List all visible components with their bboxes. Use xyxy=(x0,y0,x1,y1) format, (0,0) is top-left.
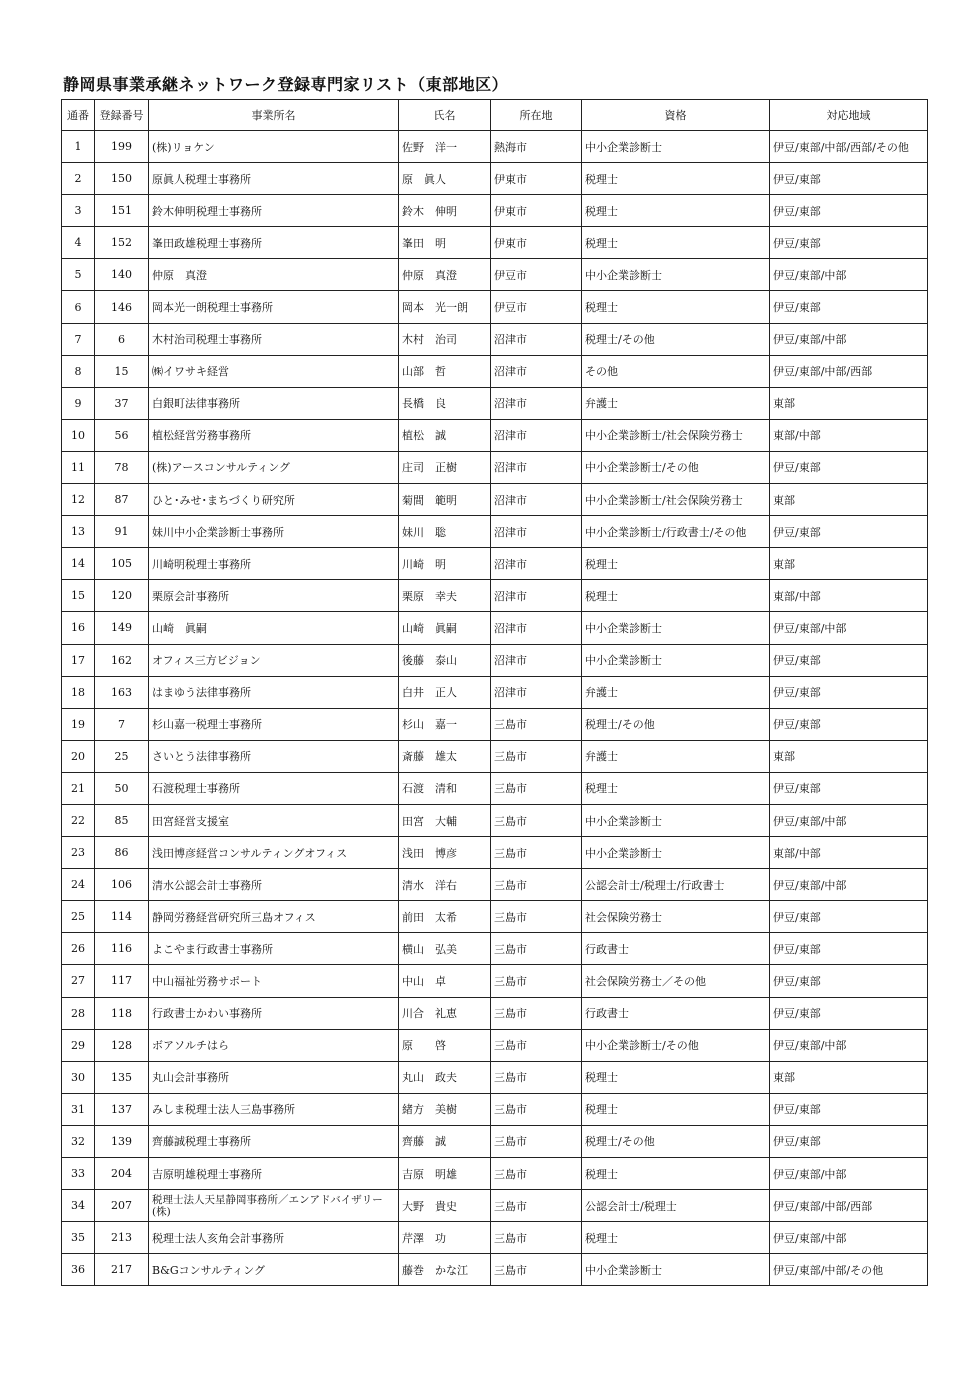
registration-number-cell: 149 xyxy=(95,612,149,644)
region-cell: 東部/中部 xyxy=(770,837,928,869)
registration-number-cell: 105 xyxy=(95,548,149,580)
location-cell: 三島市 xyxy=(491,1254,582,1286)
serial-cell: 2 xyxy=(62,163,95,195)
qualification-cell: 税理士/その他 xyxy=(582,323,770,355)
location-cell: 沼津市 xyxy=(491,323,582,355)
header-serial: 通番 xyxy=(62,100,95,131)
office-name-cell: 中山福祉労務サポート xyxy=(149,965,399,997)
table-row xyxy=(62,1061,928,1093)
header-registration-number: 登録番号 xyxy=(95,100,149,131)
office-name-cell: 峯田政雄税理士事務所 xyxy=(149,227,399,259)
serial-cell: 1 xyxy=(62,131,95,163)
serial-cell: 19 xyxy=(62,708,95,740)
table-row xyxy=(62,227,928,259)
table-row xyxy=(62,1190,928,1222)
qualification-cell: 税理士 xyxy=(582,1222,770,1254)
serial-cell: 5 xyxy=(62,259,95,291)
serial-cell: 31 xyxy=(62,1093,95,1125)
serial-cell: 33 xyxy=(62,1158,95,1190)
office-name-cell: 山崎 眞嗣 xyxy=(149,612,399,644)
location-cell: 沼津市 xyxy=(491,419,582,451)
region-cell: 伊豆/東部 xyxy=(770,227,928,259)
registration-number-cell: 163 xyxy=(95,676,149,708)
table-row xyxy=(62,901,928,933)
location-cell: 三島市 xyxy=(491,997,582,1029)
location-cell: 三島市 xyxy=(491,1125,582,1157)
qualification-cell: 社会保険労務士／その他 xyxy=(582,965,770,997)
table-row xyxy=(62,965,928,997)
header-qualification: 資格 xyxy=(582,100,770,131)
serial-cell: 8 xyxy=(62,355,95,387)
location-cell: 三島市 xyxy=(491,740,582,772)
table-row xyxy=(62,1029,928,1061)
region-cell: 伊豆/東部 xyxy=(770,1125,928,1157)
serial-cell: 21 xyxy=(62,772,95,804)
office-name-cell: 税理士法人天星静岡事務所／エンアドバイザリー(株) xyxy=(149,1190,399,1222)
location-cell: 三島市 xyxy=(491,1061,582,1093)
qualification-cell: 税理士 xyxy=(582,1093,770,1125)
page-title: 静岡県事業承継ネットワーク登録専門家リスト（東部地区） xyxy=(63,75,509,94)
office-name-cell: みしま税理士法人三島事務所 xyxy=(149,1093,399,1125)
location-cell: 沼津市 xyxy=(491,676,582,708)
region-cell: 伊豆/東部 xyxy=(770,676,928,708)
location-cell: 沼津市 xyxy=(491,548,582,580)
region-cell: 東部 xyxy=(770,548,928,580)
location-cell: 沼津市 xyxy=(491,451,582,483)
qualification-cell: 中小企業診断士 xyxy=(582,644,770,676)
region-cell: 東部/中部 xyxy=(770,419,928,451)
registration-number-cell: 25 xyxy=(95,740,149,772)
location-cell: 三島市 xyxy=(491,1222,582,1254)
registration-number-cell: 139 xyxy=(95,1125,149,1157)
office-name-cell: ㈱イワサキ経営 xyxy=(149,355,399,387)
office-name-cell: 静岡労務経営研究所三島オフィス xyxy=(149,901,399,933)
name-cell: 原 眞人 xyxy=(399,163,491,195)
registration-number-cell: 106 xyxy=(95,869,149,901)
region-cell: 伊豆/東部 xyxy=(770,772,928,804)
expert-list-table xyxy=(61,99,928,1286)
serial-cell: 23 xyxy=(62,837,95,869)
table-row xyxy=(62,1093,928,1125)
location-cell: 伊東市 xyxy=(491,195,582,227)
qualification-cell: その他 xyxy=(582,355,770,387)
qualification-cell: 税理士 xyxy=(582,548,770,580)
name-cell: 藤巻 かな江 xyxy=(399,1254,491,1286)
name-cell: 鈴木 伸明 xyxy=(399,195,491,227)
qualification-cell: 税理士 xyxy=(582,195,770,227)
header-region: 対応地域 xyxy=(770,100,928,131)
qualification-cell: 税理士/その他 xyxy=(582,1125,770,1157)
region-cell: 伊豆/東部 xyxy=(770,933,928,965)
office-name-cell: 栗原会計事務所 xyxy=(149,580,399,612)
serial-cell: 12 xyxy=(62,484,95,516)
name-cell: 白井 正人 xyxy=(399,676,491,708)
registration-number-cell: 50 xyxy=(95,772,149,804)
table-row xyxy=(62,1158,928,1190)
table-row xyxy=(62,804,928,836)
registration-number-cell: 151 xyxy=(95,195,149,227)
region-cell: 伊豆/東部/中部 xyxy=(770,1029,928,1061)
table-row xyxy=(62,131,928,163)
serial-cell: 22 xyxy=(62,804,95,836)
name-cell: 妹川 聡 xyxy=(399,516,491,548)
location-cell: 三島市 xyxy=(491,1158,582,1190)
table-row xyxy=(62,195,928,227)
table-row xyxy=(62,580,928,612)
region-cell: 伊豆/東部 xyxy=(770,195,928,227)
name-cell: 山部 哲 xyxy=(399,355,491,387)
table-row xyxy=(62,676,928,708)
registration-number-cell: 56 xyxy=(95,419,149,451)
region-cell: 伊豆/東部/中部 xyxy=(770,1222,928,1254)
registration-number-cell: 140 xyxy=(95,259,149,291)
location-cell: 三島市 xyxy=(491,804,582,836)
location-cell: 三島市 xyxy=(491,869,582,901)
name-cell: 田宮 大輔 xyxy=(399,804,491,836)
qualification-cell: 社会保険労務士 xyxy=(582,901,770,933)
serial-cell: 27 xyxy=(62,965,95,997)
location-cell: 沼津市 xyxy=(491,387,582,419)
qualification-cell: 行政書士 xyxy=(582,933,770,965)
region-cell: 伊豆/東部 xyxy=(770,291,928,323)
registration-number-cell: 114 xyxy=(95,901,149,933)
name-cell: 木村 治司 xyxy=(399,323,491,355)
serial-cell: 6 xyxy=(62,291,95,323)
location-cell: 三島市 xyxy=(491,1190,582,1222)
office-name-cell: 仲原 真澄 xyxy=(149,259,399,291)
registration-number-cell: 213 xyxy=(95,1222,149,1254)
table-row xyxy=(62,451,928,483)
serial-cell: 32 xyxy=(62,1125,95,1157)
qualification-cell: 税理士 xyxy=(582,580,770,612)
registration-number-cell: 204 xyxy=(95,1158,149,1190)
location-cell: 沼津市 xyxy=(491,516,582,548)
table-row xyxy=(62,387,928,419)
office-name-cell: 岡本光一朗税理士事務所 xyxy=(149,291,399,323)
office-name-cell: 川崎明税理士事務所 xyxy=(149,548,399,580)
name-cell: 斎藤 雄太 xyxy=(399,740,491,772)
table-row xyxy=(62,933,928,965)
location-cell: 三島市 xyxy=(491,1029,582,1061)
table-row xyxy=(62,1254,928,1286)
table-row xyxy=(62,163,928,195)
serial-cell: 25 xyxy=(62,901,95,933)
registration-number-cell: 91 xyxy=(95,516,149,548)
name-cell: 後藤 泰山 xyxy=(399,644,491,676)
location-cell: 伊豆市 xyxy=(491,259,582,291)
table-row xyxy=(62,355,928,387)
serial-cell: 29 xyxy=(62,1029,95,1061)
registration-number-cell: 128 xyxy=(95,1029,149,1061)
registration-number-cell: 87 xyxy=(95,484,149,516)
serial-cell: 24 xyxy=(62,869,95,901)
name-cell: 吉原 明雄 xyxy=(399,1158,491,1190)
qualification-cell: 中小企業診断士 xyxy=(582,612,770,644)
registration-number-cell: 199 xyxy=(95,131,149,163)
table-row xyxy=(62,612,928,644)
location-cell: 三島市 xyxy=(491,933,582,965)
registration-number-cell: 85 xyxy=(95,804,149,836)
location-cell: 三島市 xyxy=(491,901,582,933)
qualification-cell: 中小企業診断士 xyxy=(582,1254,770,1286)
name-cell: 植松 誠 xyxy=(399,419,491,451)
serial-cell: 34 xyxy=(62,1190,95,1222)
registration-number-cell: 37 xyxy=(95,387,149,419)
region-cell: 伊豆/東部 xyxy=(770,516,928,548)
region-cell: 東部 xyxy=(770,387,928,419)
location-cell: 沼津市 xyxy=(491,644,582,676)
registration-number-cell: 137 xyxy=(95,1093,149,1125)
office-name-cell: 浅田博彦経営コンサルティングオフィス xyxy=(149,837,399,869)
header-name: 氏名 xyxy=(399,100,491,131)
office-name-cell: 丸山会計事務所 xyxy=(149,1061,399,1093)
name-cell: 峯田 明 xyxy=(399,227,491,259)
name-cell: 仲原 真澄 xyxy=(399,259,491,291)
serial-cell: 36 xyxy=(62,1254,95,1286)
registration-number-cell: 217 xyxy=(95,1254,149,1286)
registration-number-cell: 6 xyxy=(95,323,149,355)
region-cell: 伊豆/東部/中部 xyxy=(770,259,928,291)
registration-number-cell: 135 xyxy=(95,1061,149,1093)
location-cell: 三島市 xyxy=(491,772,582,804)
region-cell: 伊豆/東部 xyxy=(770,708,928,740)
table-row xyxy=(62,772,928,804)
name-cell: 齊藤 誠 xyxy=(399,1125,491,1157)
qualification-cell: 行政書士 xyxy=(582,997,770,1029)
serial-cell: 20 xyxy=(62,740,95,772)
location-cell: 三島市 xyxy=(491,965,582,997)
region-cell: 東部 xyxy=(770,484,928,516)
location-cell: 三島市 xyxy=(491,1093,582,1125)
qualification-cell: 中小企業診断士/その他 xyxy=(582,451,770,483)
table-row xyxy=(62,323,928,355)
registration-number-cell: 152 xyxy=(95,227,149,259)
name-cell: 石渡 清和 xyxy=(399,772,491,804)
region-cell: 伊豆/東部/中部 xyxy=(770,869,928,901)
registration-number-cell: 118 xyxy=(95,997,149,1029)
name-cell: 丸山 政夫 xyxy=(399,1061,491,1093)
serial-cell: 18 xyxy=(62,676,95,708)
name-cell: 栗原 幸夫 xyxy=(399,580,491,612)
serial-cell: 3 xyxy=(62,195,95,227)
qualification-cell: 弁護士 xyxy=(582,387,770,419)
location-cell: 沼津市 xyxy=(491,580,582,612)
table-row xyxy=(62,291,928,323)
name-cell: 川合 礼恵 xyxy=(399,997,491,1029)
office-name-cell: 行政書士かわい事務所 xyxy=(149,997,399,1029)
office-name-cell: ひと･みせ･まちづくり研究所 xyxy=(149,484,399,516)
qualification-cell: 税理士 xyxy=(582,163,770,195)
office-name-cell: さいとう法律事務所 xyxy=(149,740,399,772)
office-name-cell: 清水公認会計士事務所 xyxy=(149,869,399,901)
region-cell: 伊豆/東部 xyxy=(770,965,928,997)
serial-cell: 13 xyxy=(62,516,95,548)
office-name-cell: 税理士法人亥角会計事務所 xyxy=(149,1222,399,1254)
registration-number-cell: 86 xyxy=(95,837,149,869)
location-cell: 伊豆市 xyxy=(491,291,582,323)
qualification-cell: 中小企業診断士 xyxy=(582,259,770,291)
name-cell: 川崎 明 xyxy=(399,548,491,580)
name-cell: 佐野 洋一 xyxy=(399,131,491,163)
office-name-cell: 鈴木伸明税理士事務所 xyxy=(149,195,399,227)
office-name-cell: はまゆう法律事務所 xyxy=(149,676,399,708)
registration-number-cell: 120 xyxy=(95,580,149,612)
region-cell: 伊豆/東部/中部 xyxy=(770,804,928,836)
location-cell: 三島市 xyxy=(491,837,582,869)
qualification-cell: 中小企業診断士/社会保険労務士 xyxy=(582,419,770,451)
header-office-name: 事業所名 xyxy=(149,100,399,131)
table-row xyxy=(62,740,928,772)
office-name-cell: 吉原明雄税理士事務所 xyxy=(149,1158,399,1190)
name-cell: 山崎 眞嗣 xyxy=(399,612,491,644)
office-name-cell: 妹川中小企業診断士事務所 xyxy=(149,516,399,548)
region-cell: 東部 xyxy=(770,1061,928,1093)
office-name-cell: 石渡税理士事務所 xyxy=(149,772,399,804)
name-cell: 横山 弘美 xyxy=(399,933,491,965)
table-row xyxy=(62,484,928,516)
name-cell: 原 啓 xyxy=(399,1029,491,1061)
region-cell: 伊豆/東部/中部 xyxy=(770,1158,928,1190)
region-cell: 伊豆/東部/中部/西部 xyxy=(770,355,928,387)
office-name-cell: よこやま行政書士事務所 xyxy=(149,933,399,965)
qualification-cell: 中小企業診断士/行政書士/その他 xyxy=(582,516,770,548)
qualification-cell: 税理士/その他 xyxy=(582,708,770,740)
table-row xyxy=(62,869,928,901)
registration-number-cell: 78 xyxy=(95,451,149,483)
header-location: 所在地 xyxy=(491,100,582,131)
registration-number-cell: 7 xyxy=(95,708,149,740)
serial-cell: 10 xyxy=(62,419,95,451)
serial-cell: 14 xyxy=(62,548,95,580)
region-cell: 伊豆/東部/中部 xyxy=(770,323,928,355)
registration-number-cell: 207 xyxy=(95,1190,149,1222)
qualification-cell: 中小企業診断士 xyxy=(582,131,770,163)
name-cell: 前田 太希 xyxy=(399,901,491,933)
serial-cell: 17 xyxy=(62,644,95,676)
region-cell: 東部/中部 xyxy=(770,580,928,612)
location-cell: 伊東市 xyxy=(491,163,582,195)
name-cell: 芹澤 功 xyxy=(399,1222,491,1254)
qualification-cell: 中小企業診断士 xyxy=(582,804,770,836)
qualification-cell: 公認会計士/税理士 xyxy=(582,1190,770,1222)
location-cell: 熱海市 xyxy=(491,131,582,163)
table-body xyxy=(62,131,928,1286)
table-row xyxy=(62,644,928,676)
name-cell: 中山 卓 xyxy=(399,965,491,997)
region-cell: 伊豆/東部 xyxy=(770,451,928,483)
office-name-cell: 田宮経営支援室 xyxy=(149,804,399,836)
table-row xyxy=(62,1222,928,1254)
name-cell: 清水 洋右 xyxy=(399,869,491,901)
serial-cell: 16 xyxy=(62,612,95,644)
location-cell: 三島市 xyxy=(491,708,582,740)
location-cell: 沼津市 xyxy=(491,355,582,387)
location-cell: 伊東市 xyxy=(491,227,582,259)
name-cell: 庄司 正樹 xyxy=(399,451,491,483)
table-row xyxy=(62,259,928,291)
region-cell: 東部 xyxy=(770,740,928,772)
qualification-cell: 税理士 xyxy=(582,1158,770,1190)
name-cell: 長橋 良 xyxy=(399,387,491,419)
serial-cell: 30 xyxy=(62,1061,95,1093)
name-cell: 浅田 博彦 xyxy=(399,837,491,869)
office-name-cell: オフィス三方ビジョン xyxy=(149,644,399,676)
region-cell: 伊豆/東部/中部/西部/その他 xyxy=(770,131,928,163)
office-name-cell: 白銀町法律事務所 xyxy=(149,387,399,419)
serial-cell: 28 xyxy=(62,997,95,1029)
region-cell: 伊豆/東部 xyxy=(770,1093,928,1125)
registration-number-cell: 162 xyxy=(95,644,149,676)
office-name-cell: 原眞人税理士事務所 xyxy=(149,163,399,195)
qualification-cell: 税理士 xyxy=(582,227,770,259)
serial-cell: 4 xyxy=(62,227,95,259)
location-cell: 沼津市 xyxy=(491,612,582,644)
registration-number-cell: 146 xyxy=(95,291,149,323)
serial-cell: 9 xyxy=(62,387,95,419)
office-name-cell: 杉山嘉一税理士事務所 xyxy=(149,708,399,740)
office-name-cell: B&Gコンサルティング xyxy=(149,1254,399,1286)
office-name-cell: 齊藤誠税理士事務所 xyxy=(149,1125,399,1157)
office-name-cell: (株)リョケン xyxy=(149,131,399,163)
region-cell: 伊豆/東部 xyxy=(770,997,928,1029)
table-header-row xyxy=(62,100,928,131)
qualification-cell: 中小企業診断士/社会保険労務士 xyxy=(582,484,770,516)
region-cell: 伊豆/東部/中部/その他 xyxy=(770,1254,928,1286)
serial-cell: 26 xyxy=(62,933,95,965)
office-name-cell: 木村治司税理士事務所 xyxy=(149,323,399,355)
name-cell: 菊間 範明 xyxy=(399,484,491,516)
qualification-cell: 中小企業診断士/その他 xyxy=(582,1029,770,1061)
qualification-cell: 公認会計士/税理士/行政書士 xyxy=(582,869,770,901)
qualification-cell: 弁護士 xyxy=(582,676,770,708)
region-cell: 伊豆/東部/中部/西部 xyxy=(770,1190,928,1222)
registration-number-cell: 116 xyxy=(95,933,149,965)
table-row xyxy=(62,708,928,740)
office-name-cell: (株)アースコンサルティング xyxy=(149,451,399,483)
table-row xyxy=(62,548,928,580)
qualification-cell: 中小企業診断士 xyxy=(582,837,770,869)
table-row xyxy=(62,837,928,869)
region-cell: 伊豆/東部 xyxy=(770,901,928,933)
serial-cell: 15 xyxy=(62,580,95,612)
table-row xyxy=(62,419,928,451)
location-cell: 沼津市 xyxy=(491,484,582,516)
registration-number-cell: 150 xyxy=(95,163,149,195)
serial-cell: 11 xyxy=(62,451,95,483)
name-cell: 杉山 嘉一 xyxy=(399,708,491,740)
qualification-cell: 税理士 xyxy=(582,1061,770,1093)
registration-number-cell: 117 xyxy=(95,965,149,997)
name-cell: 緒方 美樹 xyxy=(399,1093,491,1125)
office-name-cell: 植松経営労務事務所 xyxy=(149,419,399,451)
table-row xyxy=(62,516,928,548)
region-cell: 伊豆/東部/中部 xyxy=(770,612,928,644)
registration-number-cell: 15 xyxy=(95,355,149,387)
qualification-cell: 税理士 xyxy=(582,772,770,804)
name-cell: 岡本 光一朗 xyxy=(399,291,491,323)
office-name-cell: ボアソルチはら xyxy=(149,1029,399,1061)
table-row xyxy=(62,997,928,1029)
serial-cell: 7 xyxy=(62,323,95,355)
qualification-cell: 税理士 xyxy=(582,291,770,323)
name-cell: 大野 貴史 xyxy=(399,1190,491,1222)
region-cell: 伊豆/東部 xyxy=(770,644,928,676)
table-row xyxy=(62,1125,928,1157)
region-cell: 伊豆/東部 xyxy=(770,163,928,195)
qualification-cell: 弁護士 xyxy=(582,740,770,772)
serial-cell: 35 xyxy=(62,1222,95,1254)
